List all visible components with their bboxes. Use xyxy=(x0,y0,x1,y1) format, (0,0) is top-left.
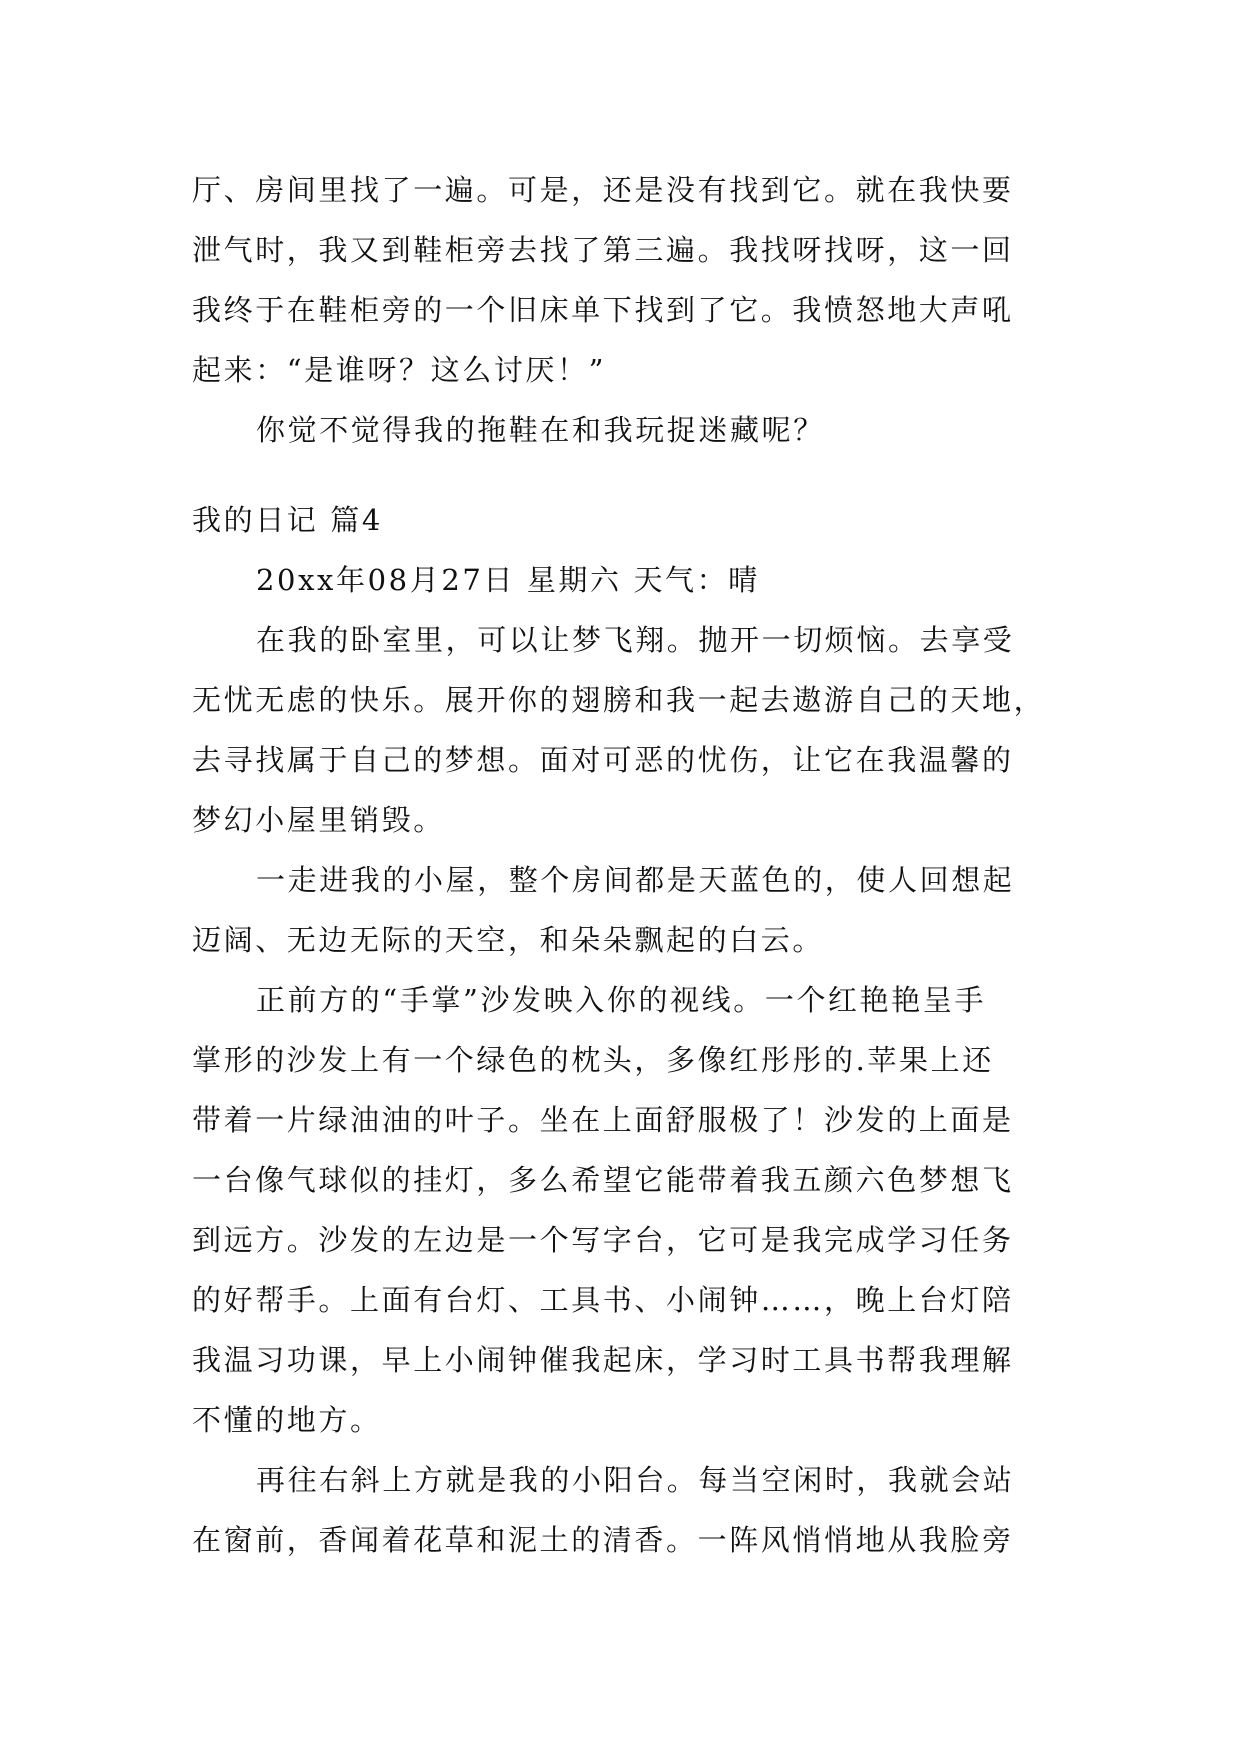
text-line: 再往右斜上方就是我的小阳台。每当空闲时，我就会站 xyxy=(256,1463,1015,1497)
text-line: 带着一片绿油油的叶子。坐在上面舒服极了！沙发的上面是 xyxy=(192,1103,1014,1137)
text-line: 迈阔、无边无际的天空，和朵朵飘起的白云。 xyxy=(192,923,825,957)
document-body xyxy=(192,160,1052,1570)
text-line: 的好帮手。上面有台灯、工具书、小闹钟……，晚上台灯陪 xyxy=(192,1283,1014,1317)
text-line: 正前方的“手掌”沙发映入你的视线。一个红艳艳呈手 xyxy=(256,983,987,1017)
paragraph-1 xyxy=(192,610,1052,850)
closing-line: 你觉不觉得我的拖鞋在和我玩捉迷藏呢？ xyxy=(256,413,825,447)
date-line: 20xx年08月27日 星期六 天气：晴 xyxy=(256,563,760,597)
section-spacer xyxy=(192,460,1052,490)
text-line: 一台像气球似的挂灯，多么希望它能带着我五颜六色梦想飞 xyxy=(192,1163,1014,1197)
continued-paragraph xyxy=(192,160,1052,400)
paragraph-4 xyxy=(192,1450,1052,1570)
text-line: 我温习功课，早上小闹钟催我起床，学习时工具书帮我理解 xyxy=(192,1343,1014,1377)
text-line: 在窗前，香闻着花草和泥土的清香。一阵风悄悄地从我脸旁 xyxy=(192,1523,1014,1557)
text-line: 泄气时，我又到鞋柜旁去找了第三遍。我找呀找呀，这一回 xyxy=(192,233,1014,267)
text-line: 在我的卧室里，可以让梦飞翔。抛开一切烦恼。去享受 xyxy=(256,623,1015,657)
text-line: 一走进我的小屋，整个房间都是天蓝色的，使人回想起 xyxy=(256,863,1015,897)
text-line: 梦幻小屋里销毁。 xyxy=(192,803,445,837)
paragraph-2 xyxy=(192,850,1052,970)
text-line: 掌形的沙发上有一个绿色的枕头，多像红彤彤的.苹果上还 xyxy=(192,1043,994,1077)
paragraph-3 xyxy=(192,970,1052,1450)
section-title: 我的日记 篇4 xyxy=(192,503,383,537)
text-line: 无忧无虑的快乐。展开你的翅膀和我一起去遨游自己的天地， xyxy=(192,683,1046,717)
text-line: 我终于在鞋柜旁的一个旧床单下找到了它。我愤怒地大声吼 xyxy=(192,293,1014,327)
text-line: 厅、房间里找了一遍。可是，还是没有找到它。就在我快要 xyxy=(192,173,1014,207)
text-line: 不懂的地方。 xyxy=(192,1403,382,1437)
text-line: 起来：“是谁呀？这么讨厌！” xyxy=(192,353,607,387)
text-line: 去寻找属于自己的梦想。面对可恶的忧伤，让它在我温馨的 xyxy=(192,743,1014,777)
text-line: 到远方。沙发的左边是一个写字台，它可是我完成学习任务 xyxy=(192,1223,1014,1257)
